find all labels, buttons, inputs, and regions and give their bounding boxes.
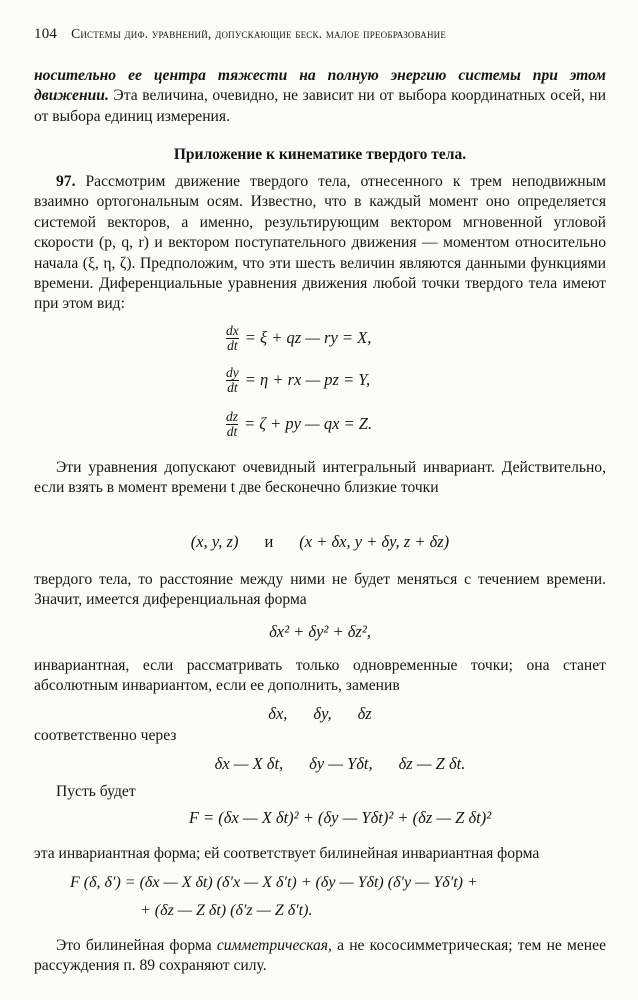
equation-1 [226,318,606,358]
eq1-numerator: dx [226,322,239,338]
eq2-rhs: = η + rx — pz = Y, [244,370,371,389]
bilinear-line-2: + (δz — Z δt) (δ′z — Z δ′t). [140,902,313,919]
eq2-numerator: dy [226,364,239,380]
page-number: 104 [34,26,58,42]
equation-system [226,318,606,446]
eq1-denominator: dt [227,337,238,353]
eq1-rhs: = ξ + qz — ry = X, [244,328,372,347]
replacements [54,754,626,774]
repl-y: δy — Yδt, [309,754,373,773]
variables [34,704,606,724]
var-dz: δz [357,704,372,723]
paragraph-invariant: Эти уравнения допускают очевидный интегральный инвариант. Действительно, если взять в момент времени t две бесконечно близкие точки [34,459,606,497]
running-header [34,26,606,43]
eq3-numerator: dz [226,408,239,424]
paragraph-through: соответственно через [34,727,177,744]
symmetric-italic: симметрическая, [216,937,332,954]
intro-paragraph [34,66,606,127]
bilinear-line-1: F (δ, δ′) = (δx — X δt) (δ′x — X δ′t) + (δy — Yδt) (δ′y — Yδ′t) + [70,874,478,891]
symmetric-b: а не кососимметрическая; тем не менее рассуждения п. 89 сохраняют силу. [34,937,606,975]
point-a: (x, y, z) [190,532,239,551]
form-F: F = (δx — X δt)² + (δy — Yδt)² + (δz — Z δt)² [188,808,492,827]
eq3-rhs: = ζ + py — qx = Z. [244,414,373,433]
point-b: (x + δx, y + δy, z + δz) [299,532,450,551]
eq3-denominator: dt [226,423,238,439]
var-dx: δx, [268,704,288,723]
equation-2 [226,358,606,402]
points-formula [34,532,606,552]
symmetric-a: Это билинейная форма [56,937,217,954]
paragraph-symmetric [34,936,606,977]
paragraph-number: 97. [56,173,76,190]
repl-z: δz — Z δt. [398,754,466,773]
var-dy: δy, [313,704,332,723]
paragraph-absolute: инвариантная, если рассматривать только одновременные точки; она станет абсолютным инвариантом, если ее дополнить, заменив [34,657,606,695]
differential-form: δx² + δy² + δz², [269,622,371,641]
paragraph-97 [34,172,606,315]
repl-x: δx — X δt, [214,754,284,773]
paragraph-let: Пусть будет [56,783,136,800]
intro-italic: носительно ее центра тяжести на полную энергию системы при этом движении. [34,67,606,105]
paragraph-97-text: Рассмотрим движение твердого тела, отнесенного к трем неподвижным взаимно ортогональным осям. Известно, что в каждый момент оно определяется системой векторов, а именно, результирующим вектором мгновенной угловой скорости (p, q, r) и вектором поступательного движения — моментом относительно начала (ξ, η, ζ). Предположим, что эти шесть величин являются данными функциями времени. Диференциальные уравнения движения любой точки твердого тела имеют при этом вид: [34,173,606,313]
running-title: Системы диф. уравнений, допускающие беск. малое преобразование [71,26,447,41]
paragraph-bilinear-intro: эта инвариантная форма; ей соответствует билинейная инвариантная форма [34,845,540,862]
paragraph-distance: твердого тела, то расстояние между ними не будет меняться с течением времени. Значит, имеется диференциальная форма [34,571,606,609]
points-and: и [264,532,274,551]
section-title: Приложение к кинематике твердого тела. [173,146,467,163]
equation-3 [226,402,606,446]
intro-rest: Эта величина, очевидно, не зависит ни от выбора координатных осей, ни от выбора единиц измерения. [34,87,606,125]
eq2-denominator: dt [227,379,238,395]
